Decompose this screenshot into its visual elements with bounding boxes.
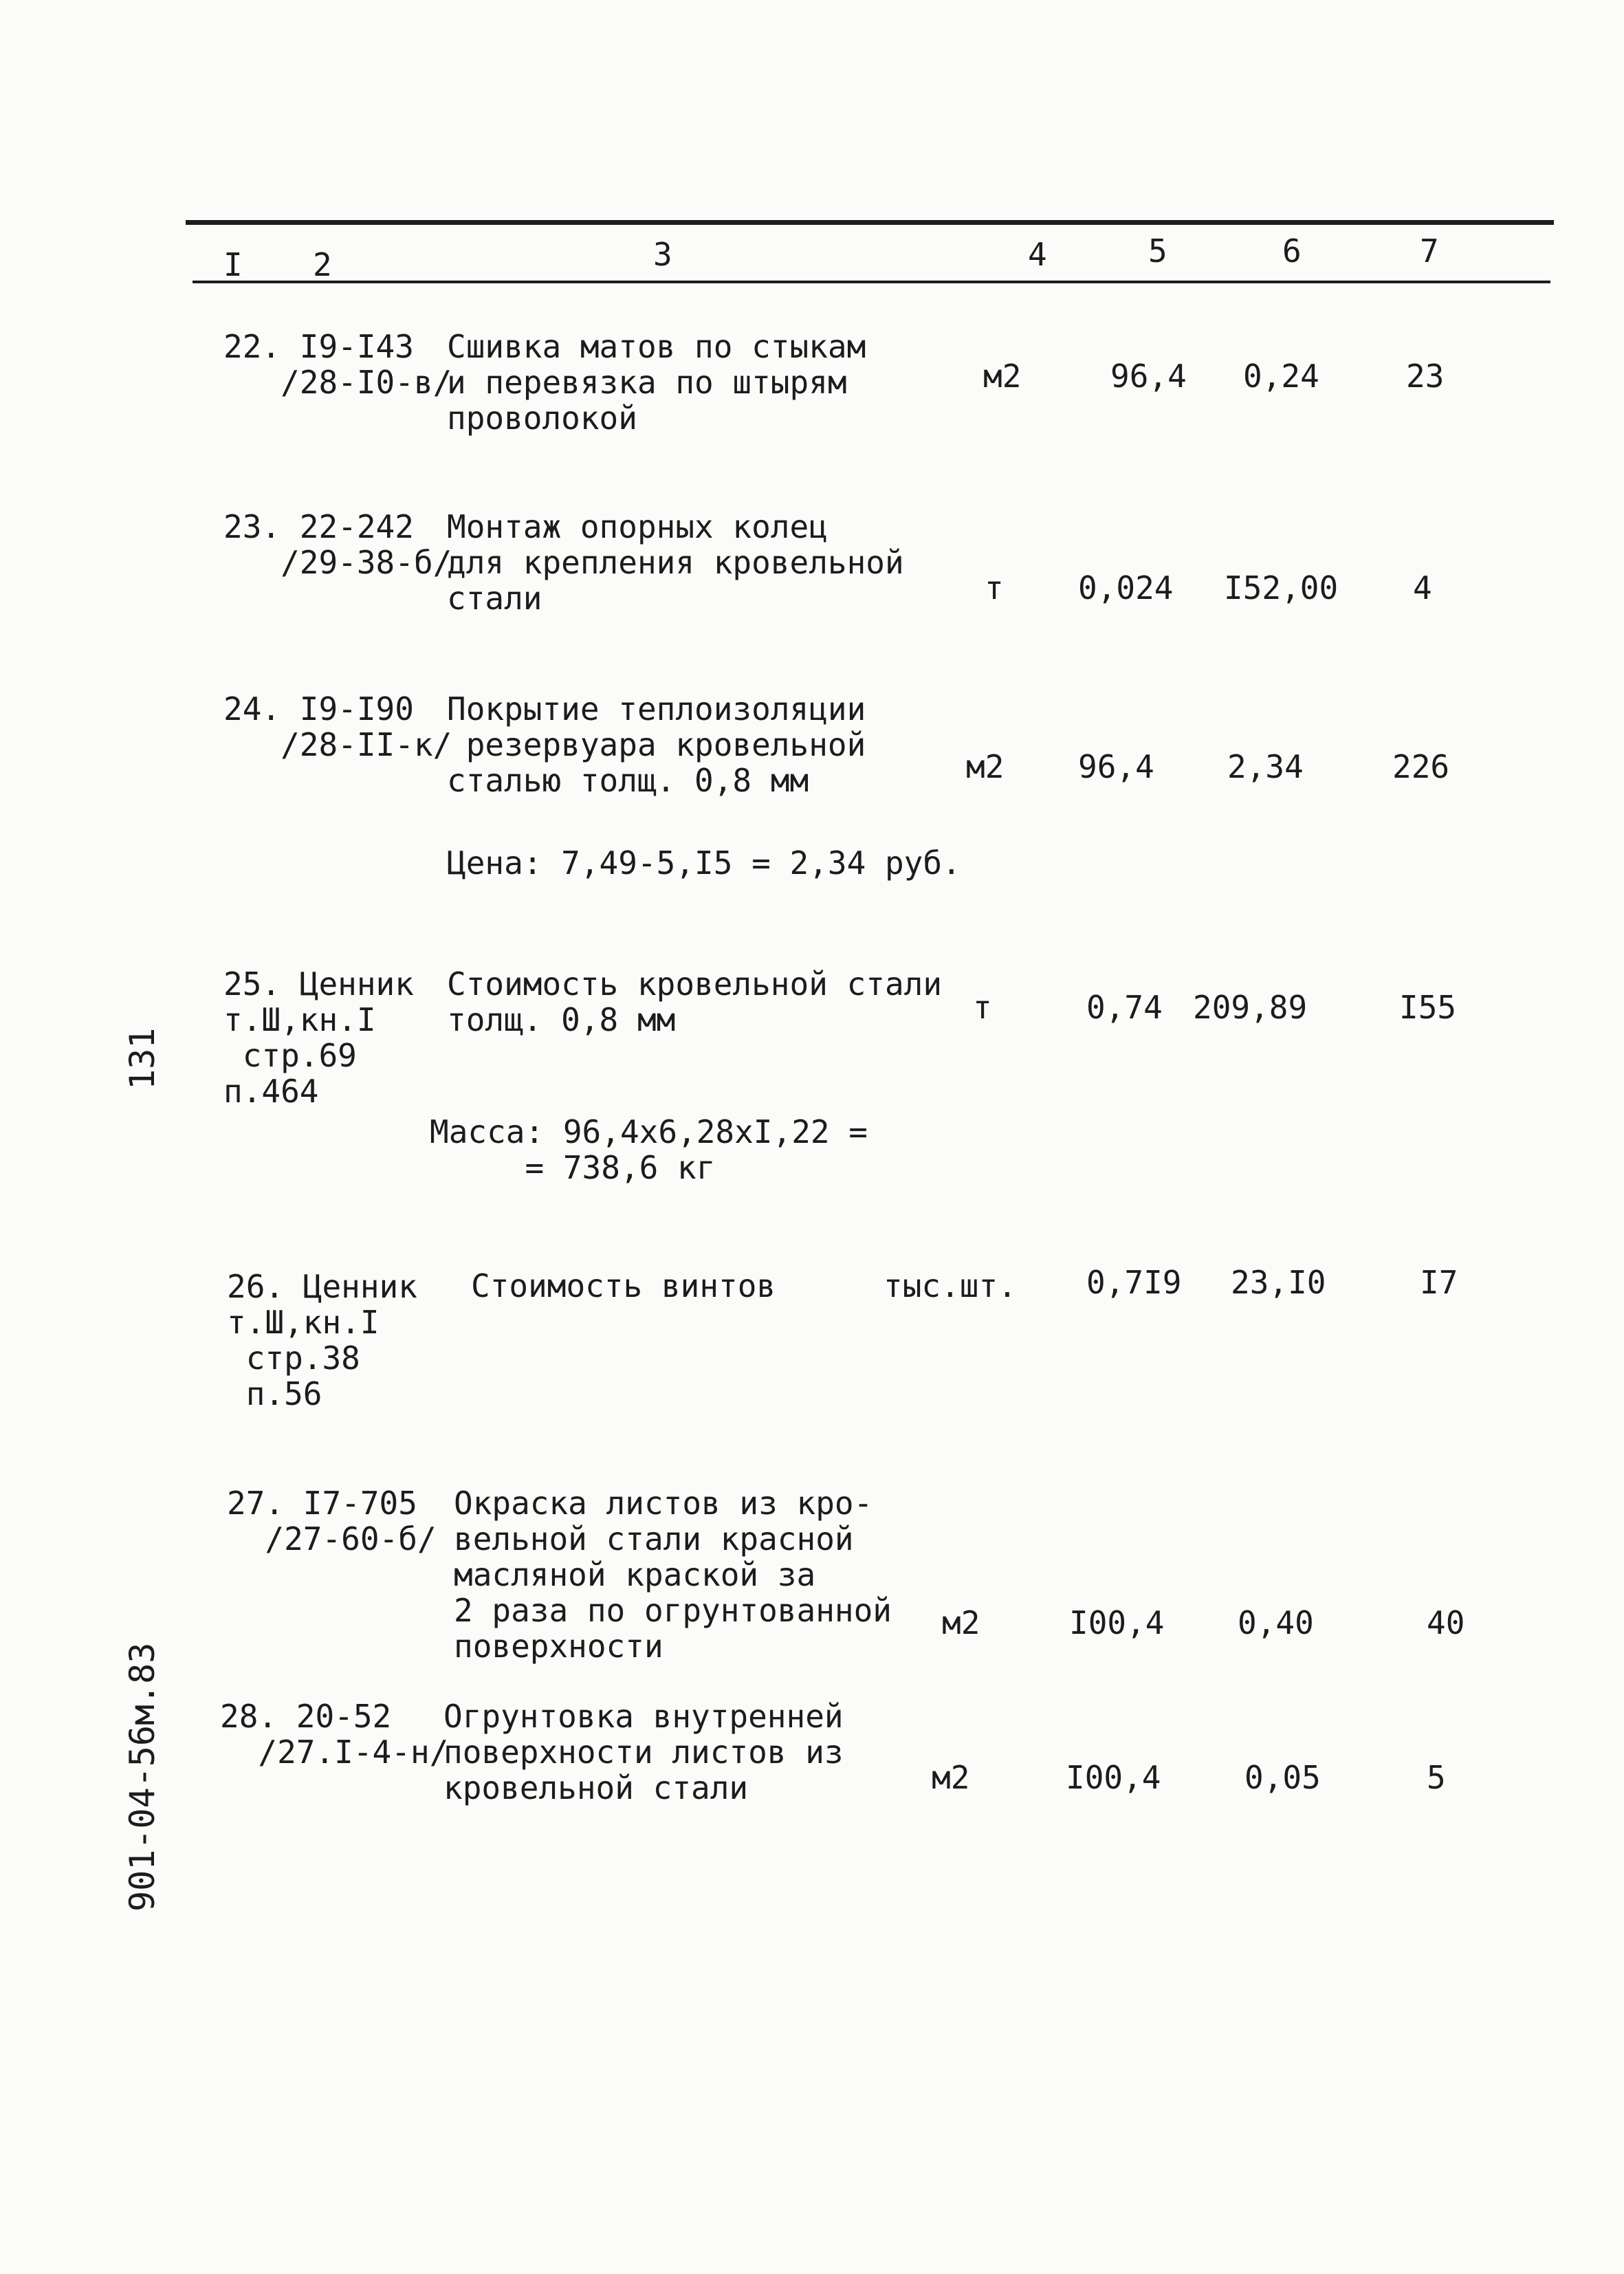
row-27-code: 27. I7-705 /27-60-б/ — [227, 1485, 437, 1557]
row-26-name: Стоимость винтов — [471, 1267, 776, 1304]
row-23-unit: т — [985, 569, 1004, 606]
row-24-name: Покрытие теплоизоляции резервуара кровельной сталью толщ. 0,8 мм — [447, 690, 866, 799]
row-28-price: 0,05 — [1244, 1759, 1321, 1796]
row-22-qty: 96,4 — [1110, 358, 1187, 395]
header-col-3: 3 — [653, 236, 672, 273]
row-22-total: 23 — [1406, 358, 1445, 395]
row-27-unit: м2 — [942, 1604, 980, 1641]
row-25-code: 25. Ценник т.Ш,кн.I стр.69 п.464 — [223, 965, 414, 1110]
row-27-name: Окраска листов из кро- вельной стали красной масляной краской за 2 раза по огрунтованной поверхности — [454, 1485, 892, 1665]
header-col-7: 7 — [1420, 232, 1439, 270]
row-23-code: 23. 22-242 /29-38-б/ — [223, 508, 452, 581]
row-25-total: I55 — [1399, 989, 1457, 1026]
row-24-note: Цена: 7,49-5,I5 = 2,34 руб. — [447, 844, 961, 882]
row-27-qty: I00,4 — [1069, 1604, 1165, 1641]
row-22-unit: м2 — [983, 358, 1022, 395]
row-28-unit: м2 — [932, 1759, 970, 1796]
row-27-total: 40 — [1427, 1604, 1465, 1641]
header-col-1: I — [223, 246, 243, 283]
header-col-4: 4 — [1028, 236, 1047, 273]
header-col-5: 5 — [1148, 232, 1167, 270]
row-23-price: I52,00 — [1224, 569, 1339, 606]
row-25-qty: 0,74 — [1086, 989, 1163, 1026]
row-24-qty: 96,4 — [1078, 748, 1154, 785]
row-22-price: 0,24 — [1243, 358, 1319, 395]
row-26-total: I7 — [1420, 1264, 1458, 1301]
row-28-name: Огрунтовка внутренней поверхности листов из кровельной стали — [443, 1698, 844, 1806]
row-23-total: 4 — [1413, 569, 1432, 606]
doc-code: 901-04-56м.83 — [122, 1642, 162, 1912]
header-top-rule — [186, 220, 1554, 225]
row-28-total: 5 — [1427, 1759, 1446, 1796]
row-24-total: 226 — [1392, 748, 1450, 785]
row-28-qty: I00,4 — [1066, 1759, 1161, 1796]
row-26-qty: 0,7I9 — [1086, 1264, 1182, 1301]
row-28-code: 28. 20-52 /27.I-4-н/ — [220, 1698, 449, 1771]
row-23-name: Монтаж опорных колец для крепления кровельной стали — [447, 508, 904, 617]
row-25-name: Стоимость кровельной стали толщ. 0,8 мм — [447, 965, 943, 1038]
row-24-code: 24. I9-I90 /28-II-к/ — [223, 690, 452, 763]
row-22-name: Сшивка матов по стыкам и перевязка по штырям проволокой — [447, 328, 866, 437]
row-26-price: 23,I0 — [1231, 1264, 1326, 1301]
row-26-code: 26. Ценник т.Ш,кн.I стр.38 п.56 — [227, 1268, 417, 1412]
row-25-unit: т — [973, 989, 992, 1026]
row-26-unit: тыс.шт. — [884, 1267, 1017, 1304]
row-23-qty: 0,024 — [1078, 569, 1174, 606]
row-25-price: 209,89 — [1193, 989, 1308, 1026]
header-bottom-rule — [193, 281, 1550, 283]
row-24-unit: м2 — [966, 748, 1005, 785]
row-27-price: 0,40 — [1238, 1604, 1314, 1641]
header-col-2: 2 — [313, 246, 332, 283]
row-24-price: 2,34 — [1227, 748, 1304, 785]
header-col-6: 6 — [1282, 232, 1302, 270]
page-number: 131 — [122, 1027, 162, 1090]
row-22-code: 22. I9-I43 /28-I0-в/ — [223, 328, 452, 401]
row-25-note: Масса: 96,4х6,28хI,22 = = 738,6 кг — [430, 1113, 868, 1186]
